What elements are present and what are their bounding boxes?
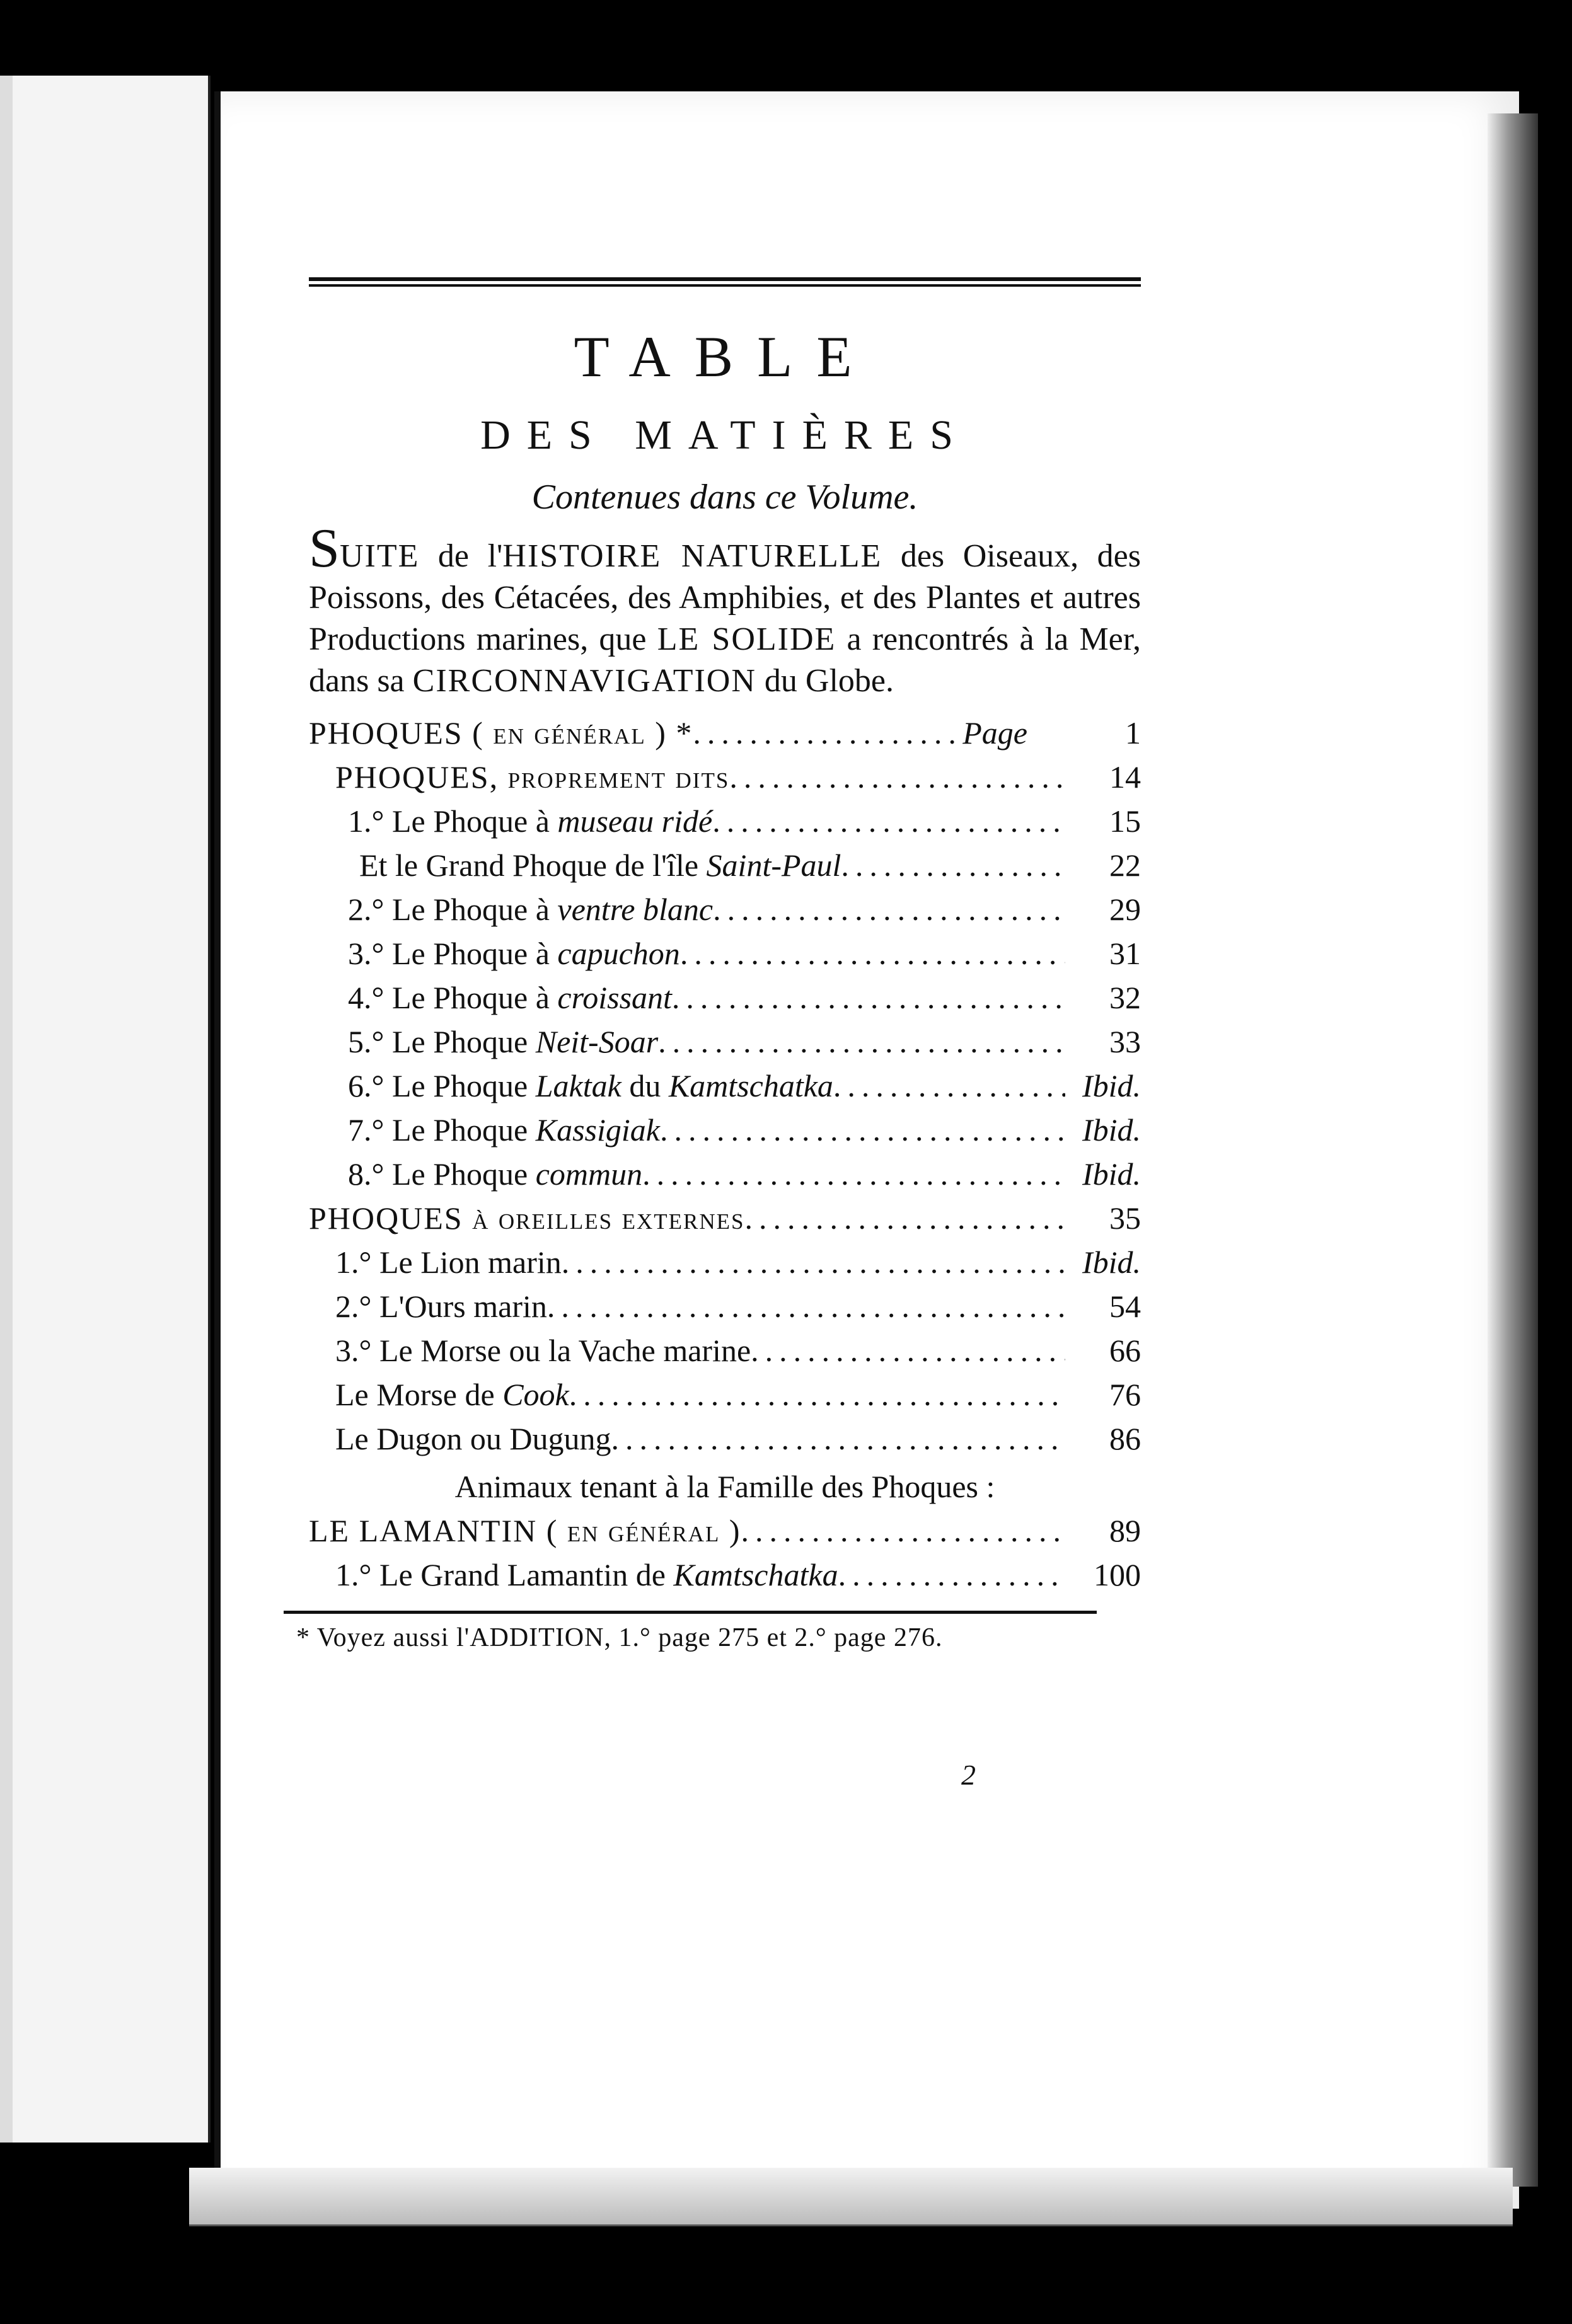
toc-entry [309,975,1141,1020]
leader-dots [729,755,1065,799]
leader-dots [642,1152,1065,1196]
toc-entry-label [359,843,841,887]
page-subtitle: DES MATIÈRES [480,412,969,458]
toc-entry-page: 33 [1109,1024,1141,1059]
toc-entry-label [348,1020,658,1064]
toc-entry-label [309,1196,745,1240]
toc-entry-label-text: du [621,1068,669,1103]
top-rule [309,277,1141,287]
intro-part: a rencontrés à la Mer, dans sa [309,621,1141,699]
toc-entry-page: 89 [1109,1513,1141,1548]
drop-cap: S [309,518,340,579]
toc-entry-label [348,1152,642,1196]
toc-entry-label-italic: capuchon [557,936,680,971]
toc-entry-label-italic: Cook [502,1377,569,1412]
toc-entry-label-text: 1.° Le Grand Lamantin de [335,1557,674,1592]
footnote-rule [284,1611,1097,1614]
leader-dots [745,1196,1065,1240]
toc-entry-label-text: 4.° Le Phoque à [348,980,558,1015]
page-edge-right [1488,113,1538,2187]
leader-dots [672,975,1065,1020]
toc-entry-label-text: 8.° Le Phoque [348,1156,536,1192]
toc-entry [309,1328,1141,1372]
toc-entry-page: 31 [1109,936,1141,971]
toc-entry-label [335,1284,547,1328]
toc-entry-label [348,1108,660,1152]
toc-entry-label-text: PHOQUES, proprement dits [335,759,730,795]
toc-entry-label [335,1553,838,1597]
leader-dots [741,1509,1065,1553]
toc-entry [309,799,1141,843]
toc-entry-label [309,711,693,755]
page-edge-bottom [189,2168,1513,2226]
leader-dots [611,1417,1065,1461]
toc-entry-label-text: PHOQUES ( en général ) * [309,715,693,751]
toc-entry-label-italic: Laktak [535,1068,621,1103]
intro-part: CIRCONNAVIGATION [412,663,756,699]
toc-entry [309,1509,1141,1553]
toc-entry-page: 32 [1109,980,1141,1015]
toc-entry-label-text: 3.° Le Morse ou la Vache marine [335,1333,751,1368]
intro-part: du Globe. [756,663,894,699]
section-heading: Animaux tenant à la Famille des Phoques : [454,1469,995,1504]
toc-entry-label-text: 3.° Le Phoque à [348,936,558,971]
toc-entry-label-text: PHOQUES à oreilles externes [309,1200,745,1236]
leader-dots [751,1328,1065,1372]
toc-entry [309,1108,1141,1152]
toc-entry-page: 66 [1109,1333,1141,1368]
footnote-text: ADDITION [470,1623,604,1652]
toc-entry-label-italic: croissant [557,980,672,1015]
toc-entry-label-text: Et le Grand Phoque de l'île [359,848,707,883]
toc-entry [309,1020,1141,1064]
toc-entry [309,931,1141,975]
intro-part: de l' [419,538,503,574]
leader-dots [838,1553,1065,1597]
toc-entry-label-italic: ventre blanc [557,892,714,927]
leader-dots [660,1108,1065,1152]
toc-entry-label-italic: commun [535,1156,643,1192]
intro-paragraph [309,518,1141,702]
leader-dots [841,843,1065,887]
intro-part: HISTOIRE NATURELLE [502,538,882,574]
toc-entry-page: 22 [1109,848,1141,883]
leader-dots [713,887,1065,931]
toc-entry [309,1553,1141,1597]
leader-dots [562,1240,1065,1284]
page-subtitle-italic: Contenues dans ce Volume. [531,478,918,517]
toc-entry-label [335,1328,751,1372]
toc-entry-label-text: 6.° Le Phoque [348,1068,536,1103]
toc-entry-label [335,1417,611,1461]
toc-entry-label [348,1064,833,1108]
toc-list [309,711,1141,1597]
leader-dots [547,1284,1065,1328]
intro-part: LE SOLIDE [657,621,836,657]
toc-entry-label-text: Le Dugon ou Dugung [335,1421,611,1456]
toc-entry-label [335,1240,562,1284]
toc-entry-label [348,887,713,931]
toc-entry [309,755,1141,799]
toc-content [296,277,1141,1653]
toc-entry [309,1196,1141,1240]
toc-entry-label-text: Le Morse de [335,1377,503,1412]
leader-dots [833,1064,1065,1108]
toc-entry-label-italic: Neit-Soar [535,1024,659,1059]
toc-entry-label-italic: Saint-Paul [706,848,841,883]
page-label: Page [962,715,1027,751]
toc-entry-page: 54 [1109,1289,1141,1324]
toc-entry-page: Ibid. [1082,1245,1141,1280]
footnote-text: * Voyez aussi l' [296,1623,470,1652]
toc-entry [309,711,1141,755]
toc-entry-label-text: 2.° L'Ours marin [335,1289,547,1324]
toc-entry-page: Ibid. [1082,1112,1141,1148]
toc-entry-label-text: 5.° Le Phoque [348,1024,536,1059]
toc-entry-page: Ibid. [1082,1068,1141,1103]
toc-entry-label [309,1509,741,1553]
toc-entry-page: 1 [1125,715,1141,751]
toc-entry-page: 76 [1109,1377,1141,1412]
footnote-text: , 1.° page 275 et 2.° page 276. [604,1623,943,1652]
toc-entry-page: Ibid. [1082,1156,1141,1192]
signature-mark: 2 [961,1759,976,1791]
intro-part: UITE [339,538,420,574]
left-page-edge [0,76,13,2143]
toc-entry-label [348,931,680,975]
toc-entry-label [348,799,712,843]
intro-part: des Oiseaux, des Poissons, des Cétacées, des Amphibies, et des Plantes et autres Productions marines, que [309,538,1141,657]
leader-dots [693,711,962,755]
page-title: TABLE [574,325,876,389]
toc-entry-label-text: LE LAMANTIN ( en général ) [309,1513,741,1548]
toc-entry-page: 86 [1109,1421,1141,1456]
toc-entry [309,843,1141,887]
toc-entry-page: 29 [1109,892,1141,927]
toc-entry-label-italic: Kamtschatka [673,1557,838,1592]
left-page [0,76,211,2143]
toc-entry-page: 15 [1109,803,1141,839]
toc-entry [309,887,1141,931]
toc-entry [309,1284,1141,1328]
toc-entry-label-text: 2.° Le Phoque à [348,892,558,927]
toc-entry [309,1152,1141,1196]
toc-entry-page: 35 [1109,1200,1141,1236]
leader-dots [658,1020,1065,1064]
toc-entry [309,1064,1141,1108]
toc-entry [309,1240,1141,1284]
toc-entry-label-italic: museau ridé [557,803,713,839]
toc-entry-label-italic: Kamtschatka [668,1068,833,1103]
toc-entry-label-text: 7.° Le Phoque [348,1112,536,1148]
footnote [296,1623,1141,1653]
toc-entry-label [335,1372,569,1417]
toc-entry [309,1417,1141,1461]
leader-dots [569,1372,1065,1417]
leader-dots [712,799,1065,843]
toc-entry-page: 14 [1109,759,1141,795]
toc-entry-label [348,975,672,1020]
toc-entry-page: 100 [1094,1557,1141,1592]
toc-entry-label [335,755,729,799]
toc-entry-label-text: 1.° Le Lion marin [335,1245,562,1280]
toc-entry [309,1372,1141,1417]
toc-entry-label-italic: Kassigiak [535,1112,660,1148]
toc-entry-label-text: 1.° Le Phoque à [348,803,558,839]
leader-dots [680,931,1065,975]
